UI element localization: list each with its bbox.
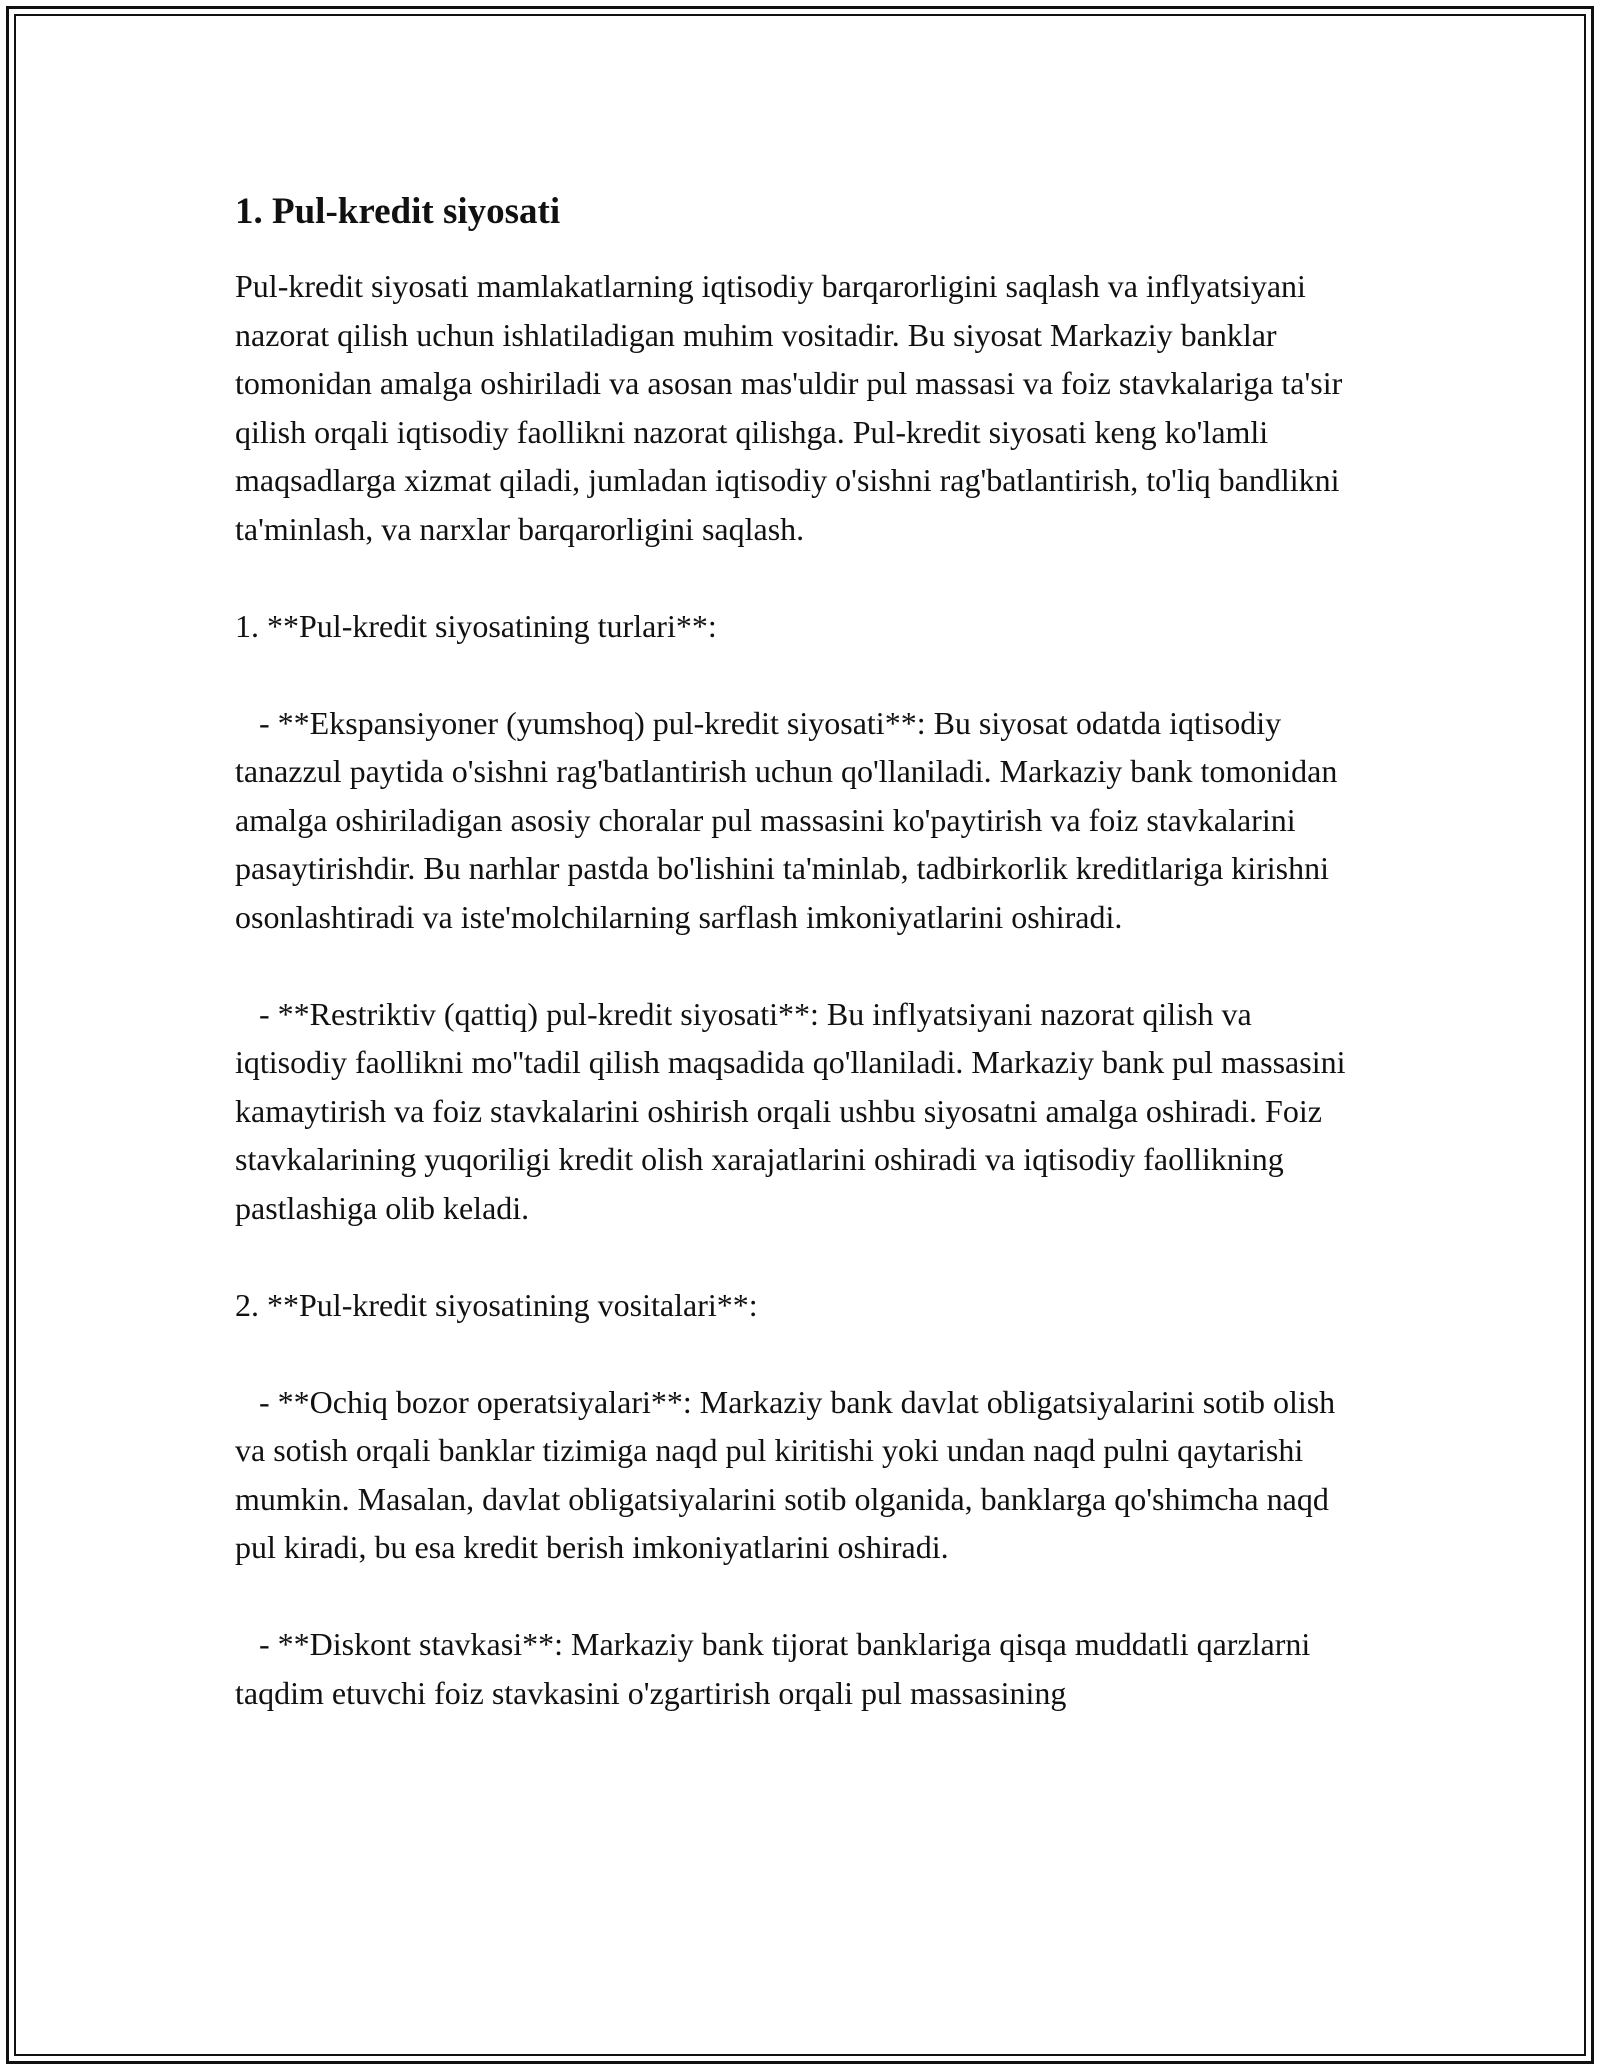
paragraph-spacer	[235, 553, 1365, 602]
list-heading-tools: 2. **Pul-kredit siyosatining vositalari**:	[235, 1286, 758, 1323]
list-item-expansionary: - **Ekspansiyoner (yumshoq) pul-kredit siyosati**: Bu siyosat odatda iqtisodiy tanazzul paytida o'sishni rag'batlantirish uchun qo'llaniladi. Markaziy bank tomonidan amalga oshiriladigan asosiy choralar pul massasini ko'paytirish va foiz stavkalarini pasaytirishdir. Bu narhlar pastda bo'lishini ta'minlab, tadbirkorlik kreditlariga kirishni osonlashtiradi va iste'molchilarning sarflash imkoniyatlarini oshiradi.	[235, 704, 1346, 935]
document-body	[235, 190, 1365, 1717]
paragraph-spacer	[235, 1572, 1365, 1621]
list-heading-types: 1. **Pul-kredit siyosatining turlari**:	[235, 607, 717, 644]
section-heading: 1. Pul-kredit siyosati	[235, 191, 561, 232]
paragraph-spacer	[235, 1329, 1365, 1378]
paragraph-spacer	[235, 1232, 1365, 1281]
list-item-discount-rate: - **Diskont stavkasi**: Markaziy bank tijorat banklariga qisqa muddatli qarzlarni taqdim etuvchi foiz stavkasini o'zgartirish orqali pul massasining	[235, 1626, 1319, 1711]
list-item-open-market: - **Ochiq bozor operatsiyalari**: Markaziy bank davlat obligatsiyalarini sotib olish va sotish orqali banklar tizimiga naqd pul kiritishi yoki undan naqd pulni qaytarishi mumkin. Masalan, davlat obligatsiyalarini sotib olganida, banklarga qo'shimcha naqd pul kiradi, bu esa kredit berish imkoniyatlarini oshiradi.	[235, 1383, 1344, 1565]
list-item-restrictive: - **Restriktiv (qattiq) pul-kredit siyosati**: Bu inflyatsiyani nazorat qilish va iqtisodiy faollikni mo''tadil qilish maqsadida qo'llaniladi. Markaziy bank pul massasini kamaytirish va foiz stavkalarini oshirish orqali ushbu siyosatni amalga oshiradi. Foiz stavkalarining yuqoriligi kredit olish xarajatlarini oshiradi va iqtisodiy faollikning pastlashiga olib keladi.	[235, 995, 1354, 1226]
paragraph-spacer	[235, 650, 1365, 699]
paragraph-spacer	[235, 941, 1365, 990]
intro-paragraph: Pul-kredit siyosati mamlakatlarning iqtisodiy barqarorligini saqlash va inflyatsiyani nazorat qilish uchun ishlatiladigan muhim vositadir. Bu siyosat Markaziy banklar tomonidan amalga oshiriladi va asosan mas'uldir pul massasi va foiz stavkalariga ta'sir qilish orqali iqtisodiy faollikni nazorat qilishga. Pul-kredit siyosati keng ko'lamli maqsadlarga xizmat qiladi, jumladan iqtisodiy o'sishni rag'batlantirish, to'liq bandlikni ta'minlash, va narxlar barqarorligini saqlash.	[235, 268, 1351, 547]
